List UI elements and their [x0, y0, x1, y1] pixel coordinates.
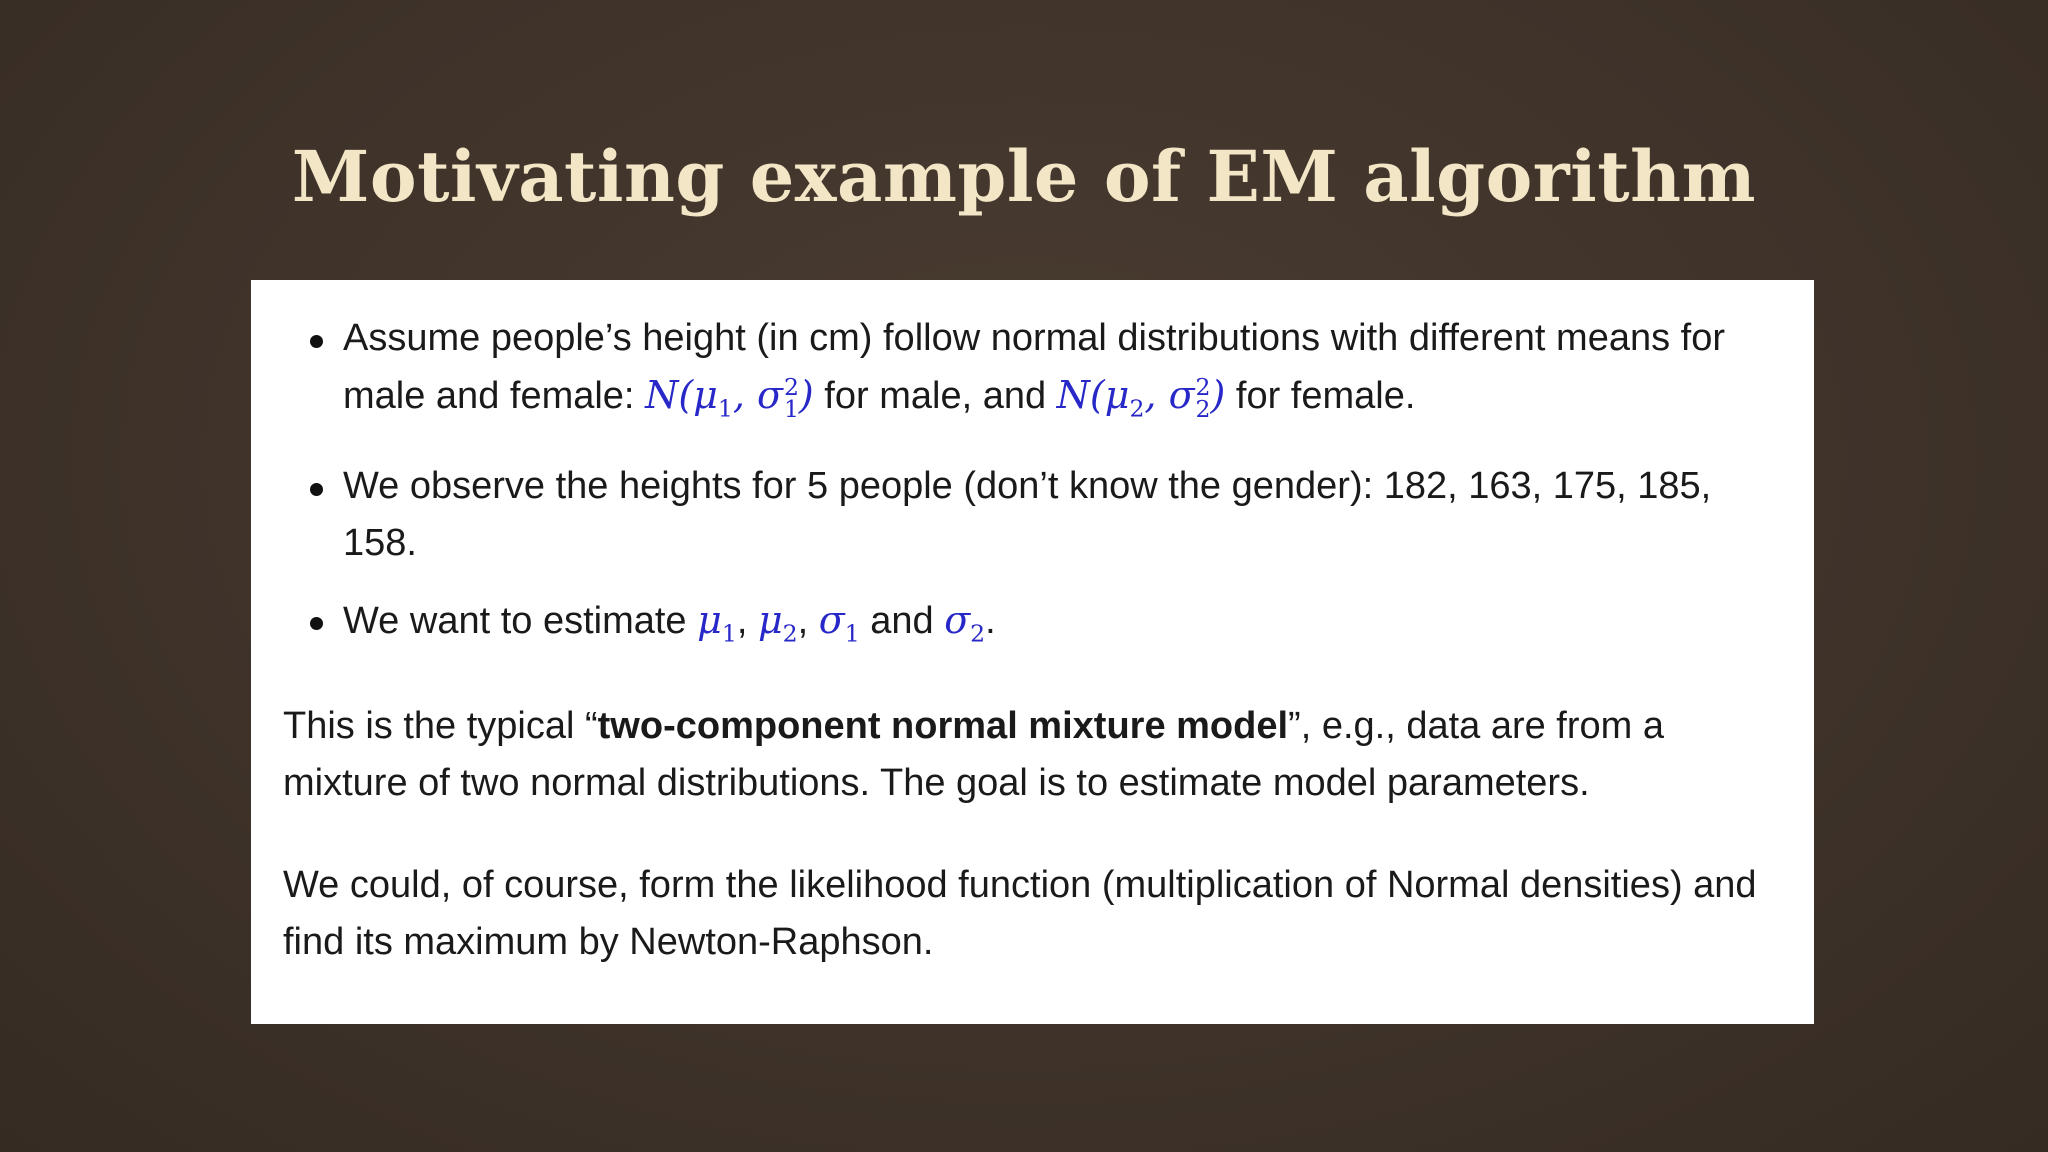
bullet-dot-icon — [310, 335, 323, 348]
bullet-dot-icon — [310, 617, 323, 630]
math-mu1: $\mu_1$ — [697, 597, 737, 648]
math-sigma2: $\sigma_2$ — [944, 597, 986, 648]
bullet-text: . — [985, 599, 996, 642]
math-mu2: $\mu_2$ — [757, 597, 798, 648]
math-sigma1: $\sigma_1$ — [818, 597, 860, 648]
bullet-item-assumption — [251, 310, 1814, 438]
math-female-distribution: $N(\mu_2$, σ 2 2 ) — [1056, 373, 1226, 423]
bullet-list — [251, 310, 1814, 682]
bullet-dot-icon — [310, 483, 323, 496]
bullet-text: , — [797, 599, 819, 642]
slide-title: Motivating example of EM algorithm — [291, 135, 1757, 218]
content-box — [251, 280, 1814, 1024]
bullet-text: Assume people’s height (in cm) follow normal distributions with different means for male and female: — [343, 317, 1726, 417]
bullet-text: for female. — [1225, 375, 1416, 417]
bullet-item-observations — [251, 458, 1814, 572]
bullet-text: We observe the heights for 5 people (don’t know the gender): 182, 163, 175, 185, 158. — [343, 464, 1712, 564]
bold-term: two-component normal mixture model — [597, 705, 1289, 747]
math-male-distribution: $N(\mu_1$, σ 2 1 ) — [645, 373, 814, 423]
bullet-text: for male, and — [813, 375, 1057, 417]
bullet-text: , — [736, 599, 758, 642]
paragraph-mixture-model: This is the typical “two-component normal mixture model”, e.g., data are from a mixture of two normal distributions. The goal is to estimate model parameters. — [283, 705, 1665, 804]
bullet-text: and — [859, 599, 945, 642]
bullet-text: We want to estimate — [343, 599, 698, 642]
bullet-item-goal — [251, 592, 1814, 663]
paragraph-likelihood: We could, of course, form the likelihood function (multiplication of Normal densities) and find its maximum by Newton-Raphson. — [283, 864, 1757, 963]
